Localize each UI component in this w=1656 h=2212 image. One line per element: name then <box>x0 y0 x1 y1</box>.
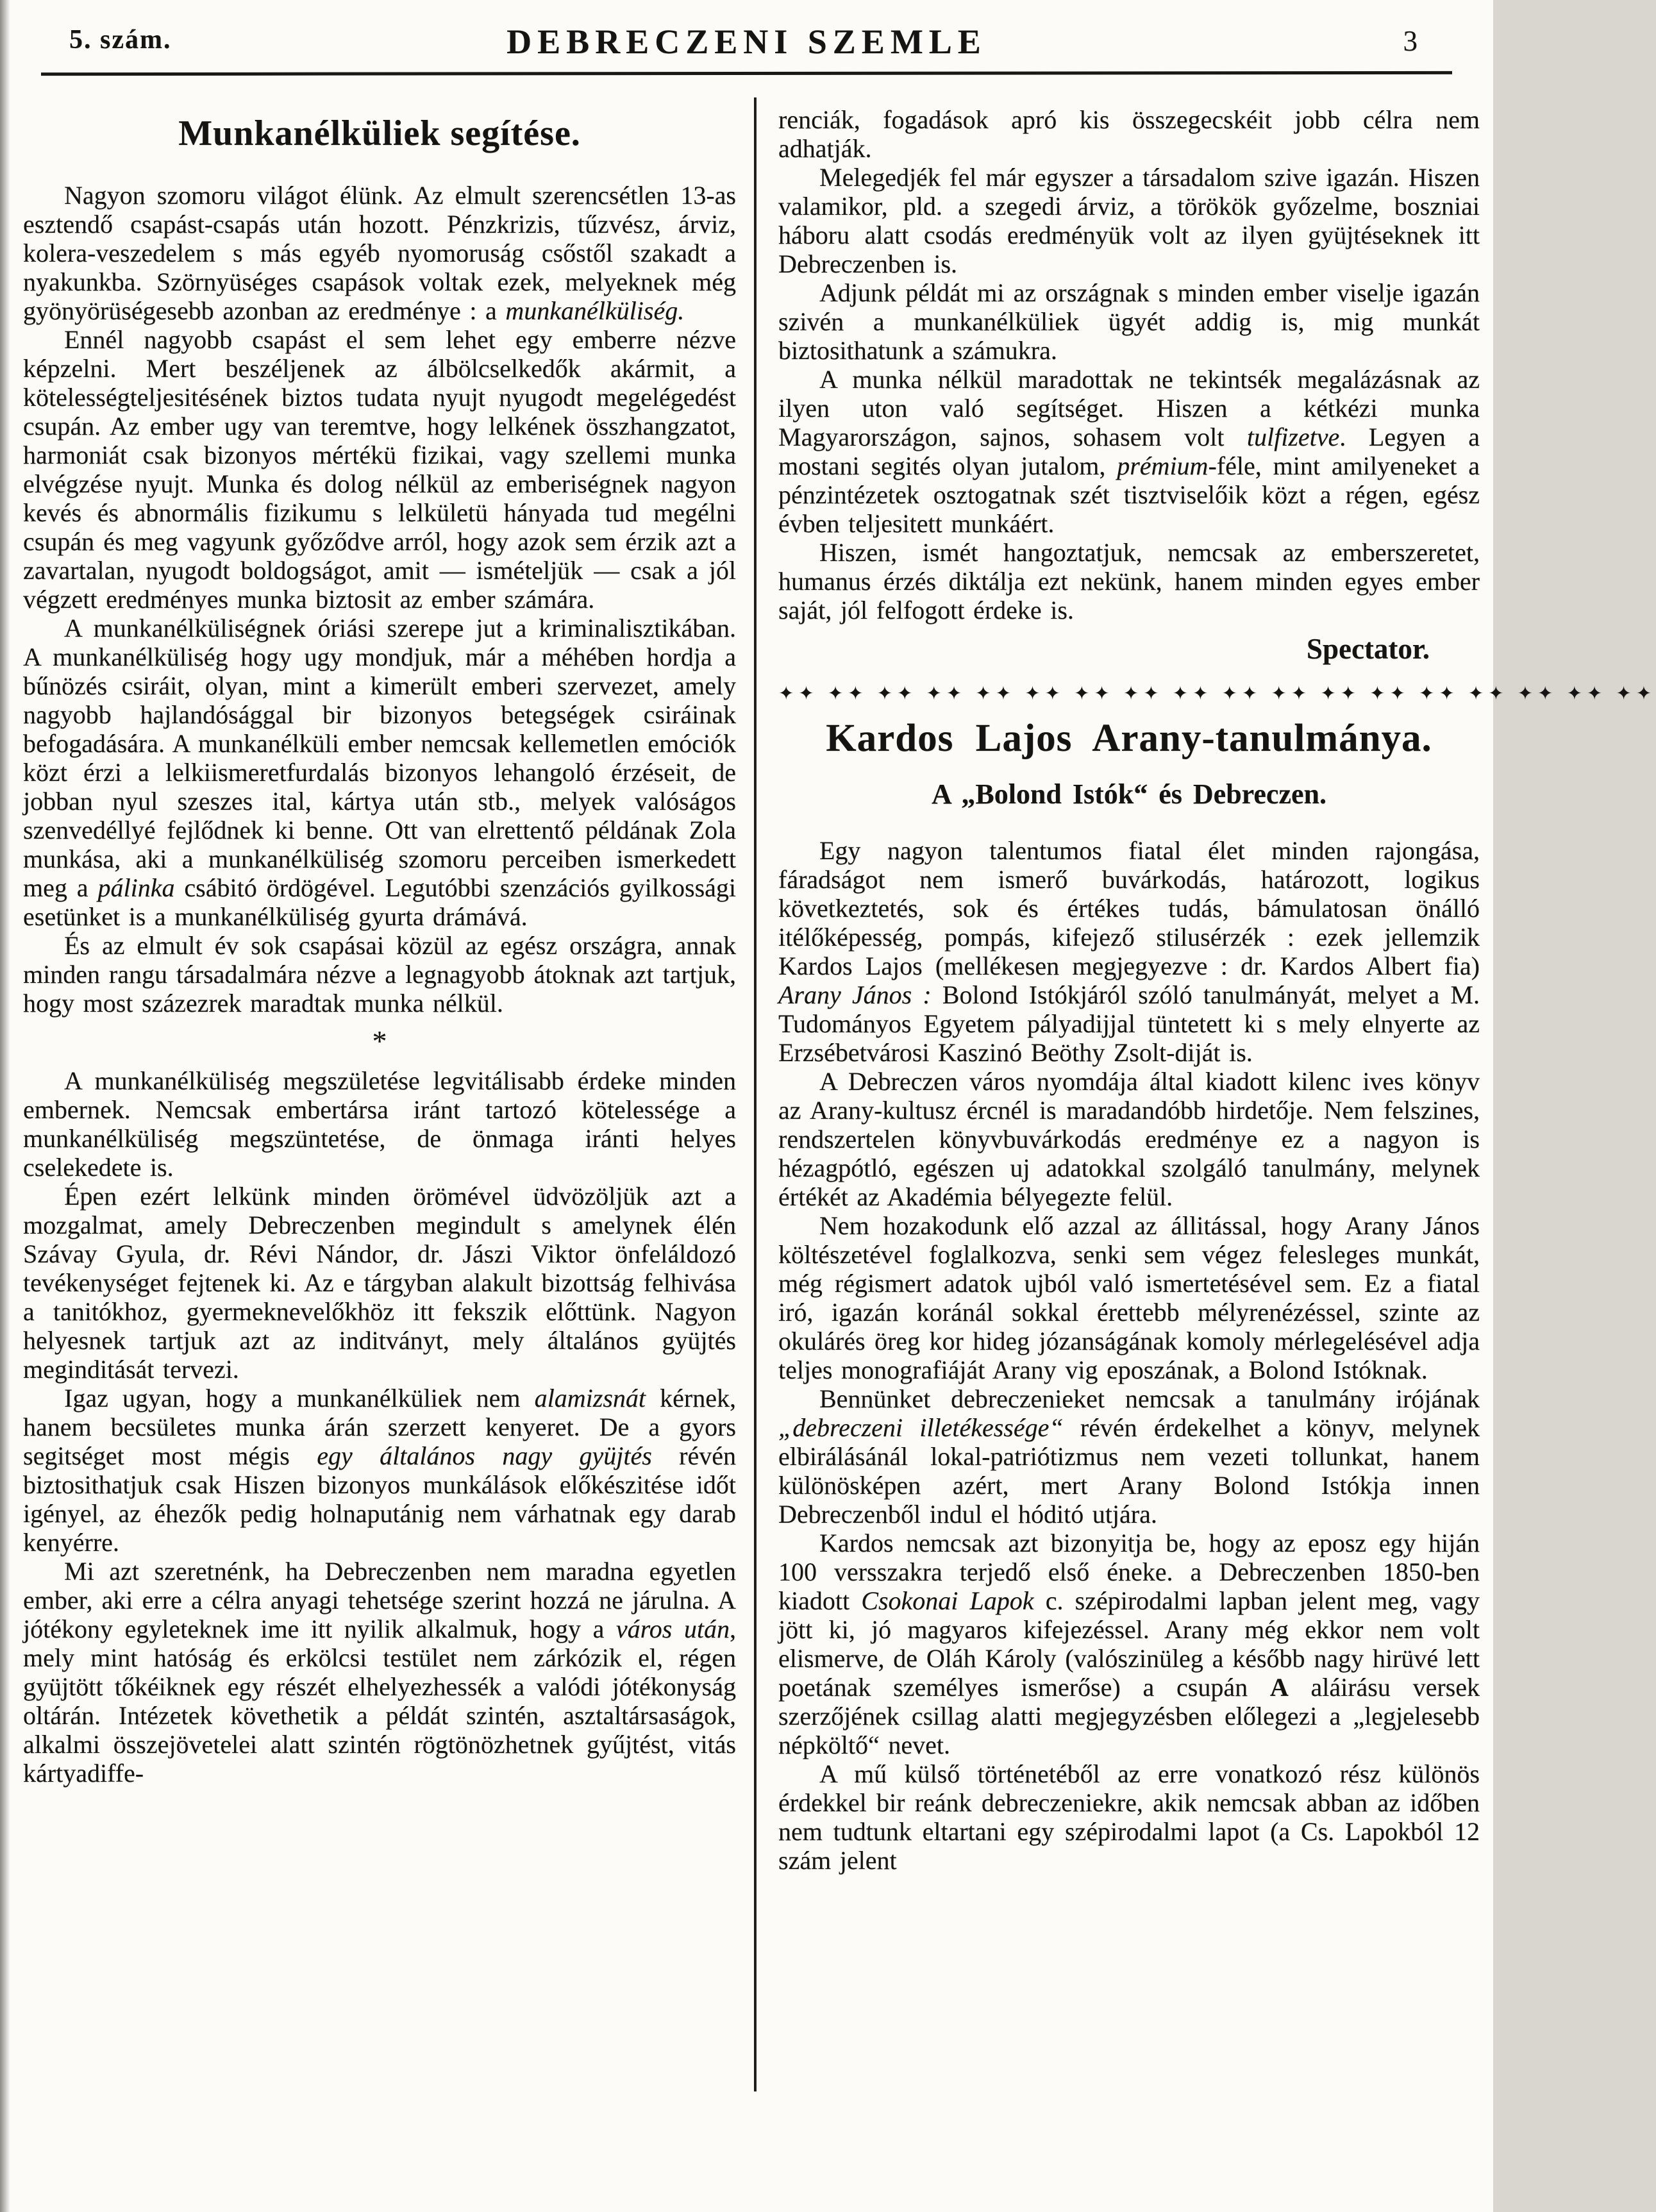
text-segment: A mű külső történetéből az erre vonatkozó rész különös érdekkel bir reánk debreczeniekre, akik nemcsak abban az időben nem tudtunk eltartani egy szépirodalmi lapot (a Cs. Lapokból 12 szám jelent <box>778 1759 1480 1875</box>
paragraph <box>23 1182 736 1384</box>
article-kardos-body <box>778 836 1480 1875</box>
text-segment: Hiszen, ismét hangoztatjuk, nemcsak az emberszeretet, humanus érzés diktálja ezt nekünk, hanem minden egyes ember saját, jól felfogott érdeke is. <box>778 538 1480 624</box>
page-number: 3 <box>1403 25 1418 57</box>
issue-label: 5. szám. <box>69 25 172 54</box>
text-segment: Bolond Istókjáról szóló tanulmányát, melyet a M. Tudományos Egyetem pályadijjal tüntetett ki s mely elnyerte az Erzsébetvárosi Kaszinó Beöthy Zsolt-diját is. <box>778 980 1480 1067</box>
author-signature: Spectator. <box>1306 633 1430 665</box>
text-segment: révén biztosithatjuk csak Hiszen bizonyos munkálások előkészitése időt igényel, az éhezők pedig holnaputánig nem várhatnak egy darab kenyérre. <box>23 1441 736 1557</box>
italic-text-segment: pálinka <box>97 873 175 902</box>
paragraph <box>778 163 1480 278</box>
paragraph <box>778 836 1480 1067</box>
scan-edge-artifact <box>0 0 10 2212</box>
text-segment: csábitó ördögével. Legutóbbi szenzációs gyilkossági esetünket is a munkanélküliség gyurta drámává. <box>23 873 736 931</box>
italic-text-segment: város után <box>615 1614 730 1643</box>
column-divider <box>754 97 757 2091</box>
italic-text-segment: tulfizetve <box>1246 423 1340 451</box>
text-segment: A munkanélküliség megszületése legvitálisabb érdeke minden embernek. Nemcsak embertársa iránt tartozó kötelessége a munkanélküliség megszüntetése, de önmaga iránti helyes cselekedete is. <box>23 1066 736 1182</box>
paragraph <box>23 931 736 1018</box>
paragraph <box>778 1211 1480 1384</box>
italic-text-segment: alamizsnát <box>534 1384 646 1412</box>
asterisk-separator: * <box>372 1025 387 1057</box>
text-segment: Épen ezért lelkünk minden örömével üdvözöljük azt a mozgalmat, amely Debreczenben megindult s amelynek élén Szávay Gyula, dr. Révi Nándor, dr. Jászi Viktor önfeláldozó tevékenységet fejtenek ki. Az e tárgyban alakult bizottság felhivása a tanitókhoz, gyermeknevelőkhöz itt fekszik előttünk. Nagyon helyesnek tartjuk azt az inditványt, mely általános gyüjtés meginditását tervezi. <box>23 1182 736 1384</box>
paragraph <box>23 325 736 614</box>
paragraph <box>778 1529 1480 1759</box>
text-segment: Igaz ugyan, hogy a munkanélküliek nem <box>64 1384 535 1412</box>
text-segment: -féle, mint amilyeneket a pénzintézetek osztogatnak szét tisztviselőik közt a régen, egész évben teljesitett munkáért. <box>778 451 1480 538</box>
italic-text-segment: Arany János : <box>778 980 932 1009</box>
text-segment: c. szépirodalmi lapban jelent meg, vagy jött ki, jó magyaros kifejezéssel. Arany még ekkor nem volt elismerve, de Oláh Károly (valószinüleg a később nagy hirüvé lett poetának személyes ismerőse) a csupán <box>778 1586 1480 1702</box>
italic-text-segment: „debreczeni illetékessége“ <box>778 1413 1064 1442</box>
paragraph <box>778 278 1480 365</box>
paragraph <box>778 1759 1480 1875</box>
bold-text-segment: A <box>1269 1673 1289 1702</box>
paragraph <box>23 1384 736 1557</box>
paragraph <box>778 1384 1480 1529</box>
italic-text-segment: prémium <box>1117 451 1209 480</box>
text-segment: renciák, fogadások apró kis összegecskéit jobb célra nem adhatják. <box>778 105 1480 163</box>
text-segment: Nem hozakodunk elő azzal az állitással, hogy Arany János költészetével foglalkozva, senki sem végez felesleges munkát, még régismert adatok ujból való ismertetésével sem. Ez a fiatal iró, igazán koránál sokkal érettebb mélyrenézéssel, szinte az okulárés öreg kor hideg józanságának komoly mérlegelésével adja teljes monografiáját Arany vig eposzának, a Bolond Istóknak. <box>778 1211 1480 1384</box>
paragraph <box>778 105 1480 163</box>
text-segment: A Debreczen város nyomdája által kiadott kilenc ives könyv az Arany-kultusz ércnél is maradandóbb hirdetője. Nem felszines, rendszertelen könyvbuvárkodás eredménye ez a nagyon is hézagpótló, egészen uj adatokkal szolgáló tanulmány, melynek értékét az Akadémia bélyegezte felül. <box>778 1067 1480 1211</box>
section-divider-ornament: ✦✦ ✦✦ ✦✦ ✦✦ ✦✦ ✦✦ ✦✦ ✦✦ ✦✦ ✦✦ ✦✦ ✦✦ ✦✦ ✦✦ ✦✦ ✦✦ ✦✦ ✦✦ <box>778 683 1656 704</box>
text-segment: Egy nagyon talentumos fiatal élet minden rajongása, fáradságot nem ismerő buvárkodás, határozott, logikus következtetés, sok és értékes tudás, bámulatosan önálló itélőképesség, pompás, kifejező stilusérzék : ezek jellemzik Kardos Lajos (mellékesen megjegyezve : dr. Kardos Albert fia) <box>778 836 1480 980</box>
text-segment: Bennünket debreczenieket nemcsak a tanulmány irójának <box>819 1384 1480 1413</box>
text-segment: Kardos nemcsak azt bizonyitja be, hogy az eposz egy hiján 100 versszakra terjedő első éneke. a Debreczenben 1850-ben kiadott <box>778 1529 1480 1615</box>
text-segment: kérnek, hanem becsületes munka árán szerzett kenyeret. De a gyors segitséget most mégis <box>23 1384 736 1470</box>
paragraph <box>23 614 736 931</box>
paragraph <box>23 181 736 325</box>
text-segment: . Legyen a mostani segités olyan jutalom, <box>778 423 1480 480</box>
italic-text-segment: munkanélküliség. <box>505 296 685 325</box>
article-title-unemployed: Munkanélküliek segítése. <box>178 113 581 153</box>
text-segment: Ennél nagyobb csapást el sem lehet egy emberre nézve képzelni. Mert beszéljenek az álbölcselkedők akármit, a kötelességteljesitésének biztos tudata nyujt nyugodt megelégedést csupán. Az ember ugy van teremtve, hogy lelkének összhangzatot, harmoniát csak bizonyos mértékü fizikai, vagy szellemi munka elvégzése nyujt. Munka és dolog nélkül az emberiségnek nagyon kevés és abnormális fizikumu s lelkületü hányada tud megélni csupán és meg vagyunk győződve arról, hogy azok sem érzik azt a zavartalan, nyugodt boldogságot, amit — ismételjük — csak a jól végzett eredményes munka biztosit az ember számára. <box>23 325 736 614</box>
article-unemployed-part1 <box>23 181 736 1018</box>
italic-text-segment: Csokonai Lapok <box>861 1586 1034 1615</box>
italic-text-segment: egy általános nagy gyüjtés <box>317 1441 652 1470</box>
text-segment: És az elmult év sok csapásai közül az egész országra, annak minden rangu társadalmára nézve a legnagyobb átoknak azt tartjuk, hogy most százezrek maradtak munka nélkül. <box>23 931 736 1018</box>
text-segment: Adjunk példát mi az országnak s minden ember viselje igazán szivén a munkanélküliek ügyét addig is, mig munkát biztosithatunk a számukra. <box>778 278 1480 365</box>
header-rule <box>41 71 1452 76</box>
article-unemployed-continuation <box>778 105 1480 624</box>
text-segment: Mi azt szeretnénk, ha Debreczenben nem maradna egyetlen ember, aki erre a célra anyagi tehetsége szerint hozzá ne járulna. A jótékony egyleteknek ime itt nyilik alkalmuk, hogy a <box>23 1557 736 1643</box>
paragraph <box>778 365 1480 538</box>
paragraph <box>778 538 1480 624</box>
text-segment: révén érdekelhet a könyv, melynek elbirálásánál lokal-patriótizmus nem vezeti tollunkat, hanem különösképen azért, mert Arany Bolond Istókja innen Debreczenből indul el hóditó utjára. <box>778 1413 1480 1529</box>
text-segment: , mely mint hatóság és erkölcsi testület nem zárkózik el, régen gyüjtött tőkéiknek egy részét elhelyezhessék a valódi jótékonyság oltárán. Intézetek követhetik a példát szintén, asztaltársaságok, alkalmi összejövetelei alatt szintén rögtönözhetnek gyűjtést, vitás kártyadiffe- <box>23 1614 736 1788</box>
paragraph <box>23 1557 736 1788</box>
text-segment: Melegedjék fel már egyszer a társadalom szive igazán. Hiszen valamikor, pld. a szegedi árviz, a törökök győzelme, boszniai háboru alatt csodás eredményük volt az ilyen gyüjtéseknek itt Debreczenben is. <box>778 163 1480 278</box>
paragraph <box>778 1067 1480 1211</box>
article-unemployed-part2 <box>23 1066 736 1788</box>
paragraph <box>23 1066 736 1182</box>
text-segment: A munkanélküliségnek óriási szerepe jut a kriminalisztikában. A munkanélküliség hogy ugy mondjuk, már a méhében hordja a bűnözés csiráit, olyan, mint a kimerült emberi szervezet, amely nagyobb hajlandósággal bir bizonyos betegségek csiráinak befogadására. A munkanélküli ember nemcsak kellemetlen emóciók közt érzi a lelkiismeretfurdalás bizonyos lehangoló érzéseit, de jobban nyul szeszes ital, kártya után stb., melyek valóságos szenvedéllyé fejlődnek ki benne. Ott van elrettentő példának Zola munkása, aki a munkanélküliség szomoru perceiben ismerkedett meg a <box>23 614 736 902</box>
text-segment: A munka nélkül maradottak ne tekintsék megalázásnak az ilyen uton való segítséget. Hiszen a kétkézi munka Magyarországon, sajnos, sohasem volt <box>778 365 1480 451</box>
journal-title: DEBRECZENI SZEMLE <box>506 22 987 61</box>
text-segment: Nagyon szomoru világot élünk. Az elmult szerencsétlen 13-as esztendő csapást-csapás után hozott. Pénzkrizis, tűzvész, árviz, kolera-veszedelem s más egyéb nyomoruság csőstől szakadt a nyakunkba. Szörnyüséges csapások voltak ezek, melyeknek még gyönyörüségesebb azonban az eredménye : a <box>23 181 736 325</box>
article-title-kardos: Kardos Lajos Arany-tanulmánya. <box>826 717 1432 760</box>
right-column <box>778 96 1656 1875</box>
article-subtitle-kardos: A „Bolond Istók“ és Debreczen. <box>932 778 1326 810</box>
left-column <box>23 96 736 1788</box>
text-segment: aláirásu versek szerzőjének csillag alatti megjegyzésben előlegezi a „legjelesebb népköltő“ nevet. <box>778 1673 1480 1759</box>
